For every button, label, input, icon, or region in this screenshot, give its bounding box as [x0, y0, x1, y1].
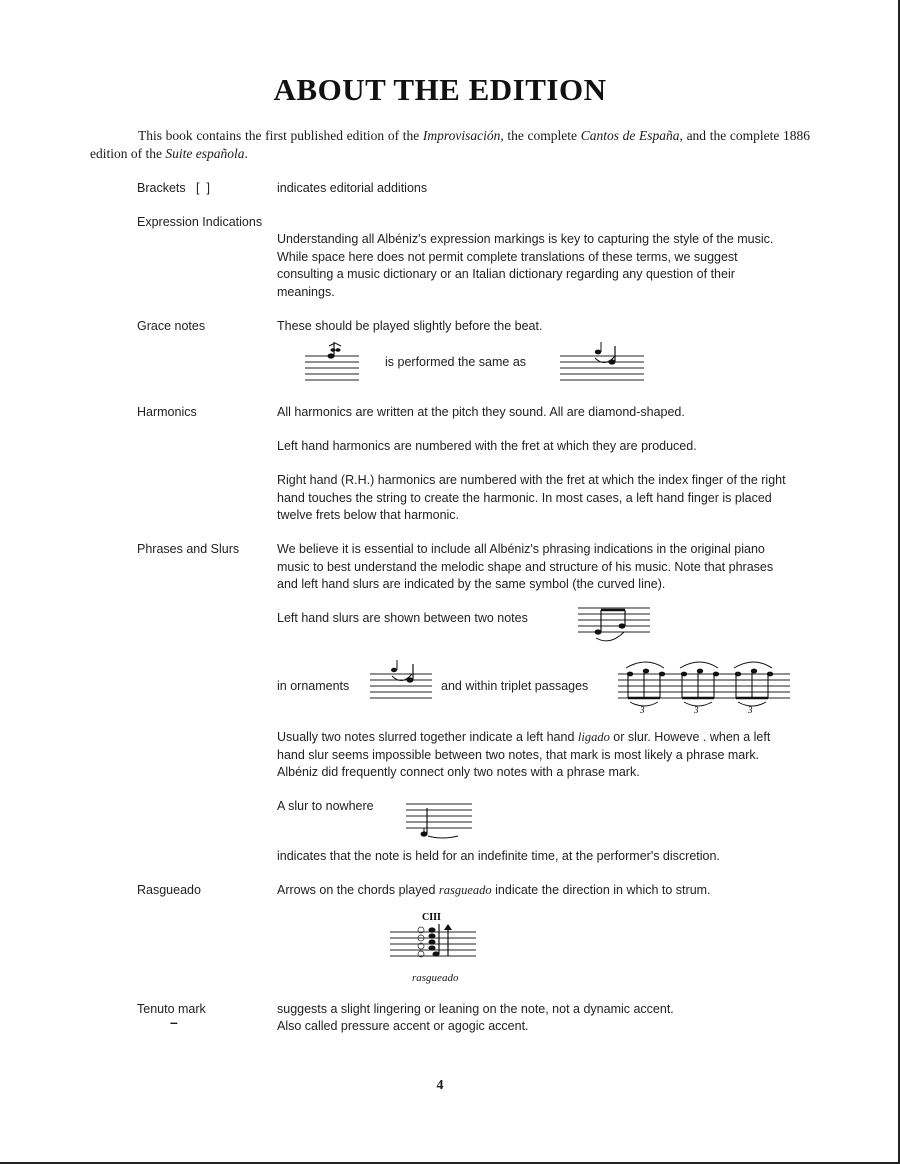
grace-equivalence: is performed the same as	[385, 355, 527, 369]
page-title: ABOUT THE EDITION	[273, 72, 607, 107]
brackets-text: indicates editorial additions	[277, 181, 428, 195]
intro-text: .	[244, 146, 248, 161]
grace-note-equivalent-icon	[558, 342, 646, 384]
two-note-slur-icon	[576, 600, 652, 642]
rasgueado-caption: rasgueado	[412, 972, 459, 984]
indefinite-text: indicates that the note is held for an indefinite time, at the performer's discretion.	[277, 849, 720, 863]
slurs-between-text: Left hand slurs are shown between two notes	[277, 611, 528, 625]
grace-text: These should be played slightly before the beat.	[277, 319, 543, 333]
ligado-text: Usually two notes slurred together indicate a left hand	[277, 730, 578, 744]
phrases-label: Phrases and Slurs	[137, 542, 240, 556]
tenuto-line2: Also called pressure accent or agogic accent.	[277, 1019, 529, 1033]
rasgueado-term: rasgueado	[438, 883, 492, 897]
rasgueado-text: Arrows on the chords played	[277, 883, 439, 897]
expression-text: Understanding all Albéniz's expression markings is key to capturing the style of the music. While space here does not permit complete translations of these terms, we suggest consulting a music dictionary or an Italian dictionary regarding any question of their meanings.	[277, 232, 774, 299]
harmonics-p3: Right hand (R.H.) harmonics are numbered with the fret at which the index finger of the right hand touches the string to create the harmonic. In most cases, a left hand finger is placed twelve frets below that harmonic.	[277, 473, 786, 522]
triplet-mark: 3	[694, 705, 699, 714]
ornament-slur-icon	[368, 660, 434, 702]
ligado-text: or slur. Howeve . when a left hand slur seems impossible between two notes, that mark is most likely a phrase mark. Albéniz did frequently connect only two notes with a phrase mark.	[277, 730, 771, 779]
harmonics-p2: Left hand harmonics are numbered with the fret at which they are produced.	[277, 439, 697, 453]
slur-to-nowhere-icon	[404, 794, 474, 840]
intro-paragraph	[90, 127, 810, 163]
tenuto-symbol: –	[170, 1014, 178, 1030]
rasgueado-paragraph	[277, 882, 792, 900]
grace-label: Grace notes	[137, 319, 206, 333]
intro-text: This book contains the first published edition of the	[138, 128, 423, 143]
triplet-mark: 3	[640, 705, 645, 714]
rasgueado-chord-icon	[388, 908, 480, 972]
phrases-p1: We believe it is essential to include all Albéniz's phrasing indications in the original piano music to best understand the melodic shape and structure of his music. Note that phrases and left hand slurs are indicated by the same symbol (the curved line).	[277, 542, 774, 591]
intro-text: , the complete	[500, 128, 581, 143]
harmonics-label: Harmonics	[137, 405, 197, 419]
slur-nowhere-text: A slur to nowhere	[277, 799, 374, 813]
rasgueado-label: Rasgueado	[137, 883, 201, 897]
intro-text: , and the complete 1886 edition of the	[90, 128, 810, 161]
page-number: 4	[436, 1078, 444, 1093]
triplet-mark: 3	[748, 705, 753, 714]
work-title-improvisacion: Improvisación	[422, 128, 501, 143]
grace-note-notation-icon	[303, 342, 361, 384]
work-title-cantos: Cantos de España	[580, 128, 680, 143]
ligado-term: ligado	[577, 730, 610, 744]
ligado-paragraph	[277, 729, 792, 782]
harmonics-p1: All harmonics are written at the pitch they sound. All are diamond-shaped.	[277, 405, 685, 419]
brackets-label: Brackets [ ]	[137, 181, 210, 195]
work-title-suite: Suite española	[165, 146, 245, 161]
rasgueado-text: indicate the direction in which to strum.	[491, 883, 711, 897]
in-ornaments-text: in ornaments	[277, 679, 350, 693]
tenuto-label: Tenuto mark	[137, 1002, 206, 1016]
triplet-passage-icon	[616, 658, 792, 714]
expression-label: Expression Indications	[137, 215, 263, 229]
tenuto-line1: suggests a slight lingering or leaning on the note, not a dynamic accent.	[277, 1002, 674, 1016]
triplets-text: and within triplet passages	[441, 679, 589, 693]
barre-mark: CIII	[422, 912, 441, 923]
